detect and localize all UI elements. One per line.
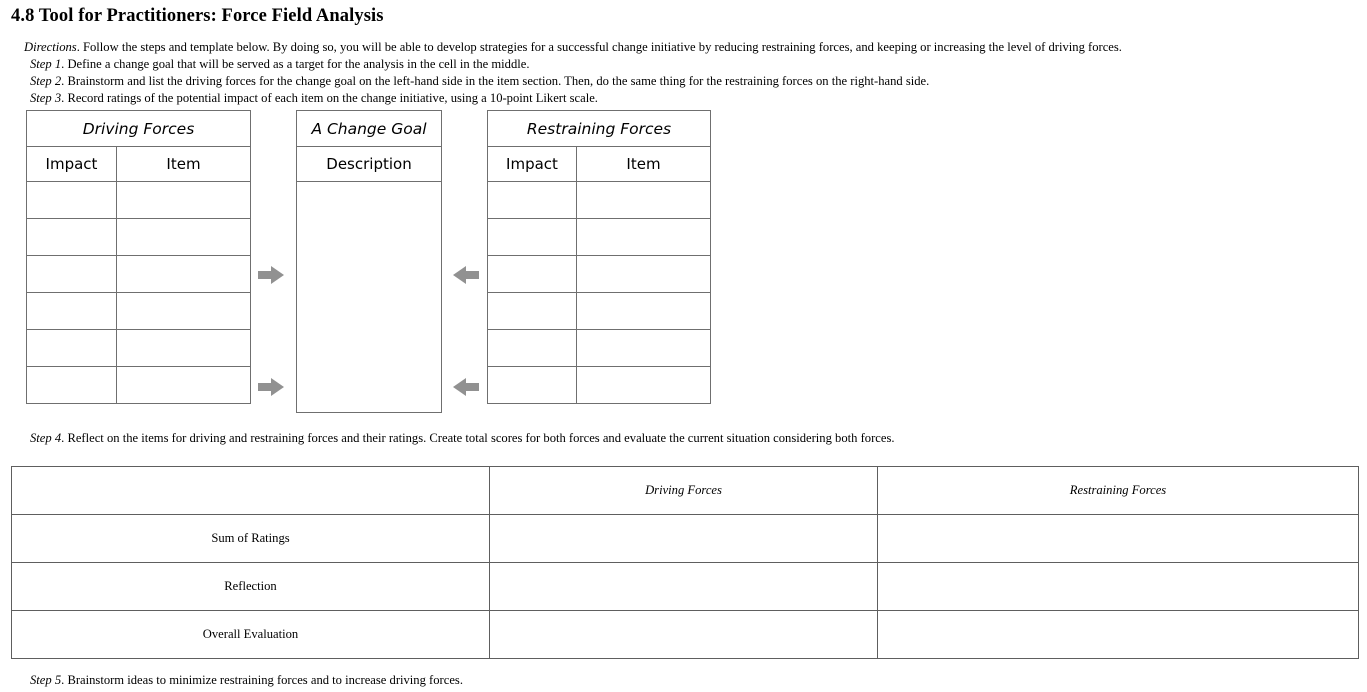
restraining-blank-row [488, 219, 711, 256]
arrow-right-icon [258, 265, 284, 285]
change-goal-title: A Change Goal [297, 111, 442, 147]
restraining-blank-row [488, 256, 711, 293]
change-goal-description-cell[interactable] [297, 182, 442, 413]
driving-impact-cell[interactable] [27, 219, 117, 256]
change-goal-description-header: Description [297, 147, 442, 182]
goal-subtitle-row [297, 147, 442, 182]
directions-text: . Follow the steps and template below. By doing so, you will be able to develop strategies for a successful change initiative by reducing restraining forces, and keeping or increasing the level of driving forces. [76, 40, 1122, 54]
driving-forces-table [26, 110, 251, 404]
summary-restraining-cell[interactable] [878, 515, 1359, 563]
table-row [12, 611, 1359, 659]
restraining-impact-cell[interactable] [488, 219, 577, 256]
driving-blank-row [27, 367, 251, 404]
summary-table [11, 466, 1359, 659]
summary-row-label: Overall Evaluation [12, 611, 490, 659]
driving-item-cell[interactable] [117, 367, 251, 404]
step-5-text: . Brainstorm ideas to minimize restraining forces and to increase driving forces. [61, 673, 463, 687]
summary-driving-header: Driving Forces [490, 467, 878, 515]
step-4 [30, 431, 895, 446]
driving-item-cell[interactable] [117, 293, 251, 330]
driving-blank-row [27, 182, 251, 219]
directions-label: Directions [24, 40, 77, 54]
summary-restraining-cell[interactable] [878, 563, 1359, 611]
driving-impact-cell[interactable] [27, 367, 117, 404]
restraining-forces-table [487, 110, 711, 404]
restraining-impact-cell[interactable] [488, 256, 577, 293]
driving-item-cell[interactable] [117, 330, 251, 367]
arrow-left-icon [453, 265, 479, 285]
restraining-item-cell[interactable] [577, 182, 711, 219]
driving-impact-cell[interactable] [27, 182, 117, 219]
step-3-label: Step 3 [30, 91, 62, 106]
change-goal-table [296, 110, 442, 413]
restraining-blank-row [488, 182, 711, 219]
summary-row-label: Sum of Ratings [12, 515, 490, 563]
driving-forces-title: Driving Forces [27, 111, 251, 147]
step-3-text: . Record ratings of the potential impact of each item on the change initiative, using a 10-point Likert scale. [61, 91, 598, 106]
restraining-impact-cell[interactable] [488, 293, 577, 330]
restraining-impact-cell[interactable] [488, 367, 577, 404]
restraining-forces-title: Restraining Forces [488, 111, 711, 147]
restraining-impact-cell[interactable] [488, 330, 577, 367]
driving-blank-row [27, 256, 251, 293]
table-row [12, 563, 1359, 611]
restraining-item-cell[interactable] [577, 293, 711, 330]
summary-driving-cell[interactable] [490, 515, 878, 563]
restraining-item-header: Item [577, 147, 711, 182]
arrow-left-icon [453, 377, 479, 397]
step-5 [30, 673, 463, 688]
restraining-blank-row [488, 330, 711, 367]
driving-item-cell[interactable] [117, 256, 251, 293]
step-3 [30, 90, 929, 107]
restraining-blank-row [488, 367, 711, 404]
goal-title-row [297, 111, 442, 147]
steps-list [30, 56, 929, 108]
restraining-header-row [488, 147, 711, 182]
table-row [12, 515, 1359, 563]
directions-paragraph [24, 39, 1122, 56]
arrow-right-icon [258, 377, 284, 397]
restraining-impact-cell[interactable] [488, 182, 577, 219]
summary-restraining-header: Restraining Forces [878, 467, 1359, 515]
driving-impact-cell[interactable] [27, 330, 117, 367]
step-1 [30, 56, 929, 73]
page-title: 4.8 Tool for Practitioners: Force Field Analysis [11, 6, 384, 26]
summary-restraining-cell[interactable] [878, 611, 1359, 659]
driving-blank-row [27, 293, 251, 330]
summary-driving-cell[interactable] [490, 611, 878, 659]
step-4-label: Step 4 [30, 431, 62, 445]
step-2-text: . Brainstorm and list the driving forces for the change goal on the left-hand side in the item section. Then, do the same thing for the restraining forces on the right-hand side. [61, 74, 930, 89]
summary-row-label: Reflection [12, 563, 490, 611]
summary-header-row [12, 467, 1359, 515]
step-1-text: . Define a change goal that will be served as a target for the analysis in the cell in the middle. [61, 57, 530, 71]
restraining-item-cell[interactable] [577, 219, 711, 256]
driving-blank-row [27, 219, 251, 256]
driving-item-cell[interactable] [117, 182, 251, 219]
step-4-text: . Reflect on the items for driving and restraining forces and their ratings. Create total scores for both forces and evaluate the current situation considering both forces. [61, 431, 895, 445]
restraining-item-cell[interactable] [577, 330, 711, 367]
driving-blank-row [27, 330, 251, 367]
summary-corner-cell [12, 467, 490, 515]
restraining-item-cell[interactable] [577, 256, 711, 293]
restraining-title-row [488, 111, 711, 147]
driving-item-header: Item [117, 147, 251, 182]
step-5-label: Step 5 [30, 673, 62, 687]
summary-driving-cell[interactable] [490, 563, 878, 611]
driving-impact-header: Impact [27, 147, 117, 182]
driving-impact-cell[interactable] [27, 293, 117, 330]
step-1-label: Step 1 [30, 57, 62, 71]
step-2 [30, 73, 929, 90]
force-field-template [0, 110, 1367, 410]
driving-impact-cell[interactable] [27, 256, 117, 293]
step-2-label: Step 2 [30, 74, 62, 89]
driving-title-row [27, 111, 251, 147]
restraining-blank-row [488, 293, 711, 330]
driving-item-cell[interactable] [117, 219, 251, 256]
restraining-item-cell[interactable] [577, 367, 711, 404]
restraining-impact-header: Impact [488, 147, 577, 182]
goal-body-row [297, 182, 442, 413]
driving-header-row [27, 147, 251, 182]
